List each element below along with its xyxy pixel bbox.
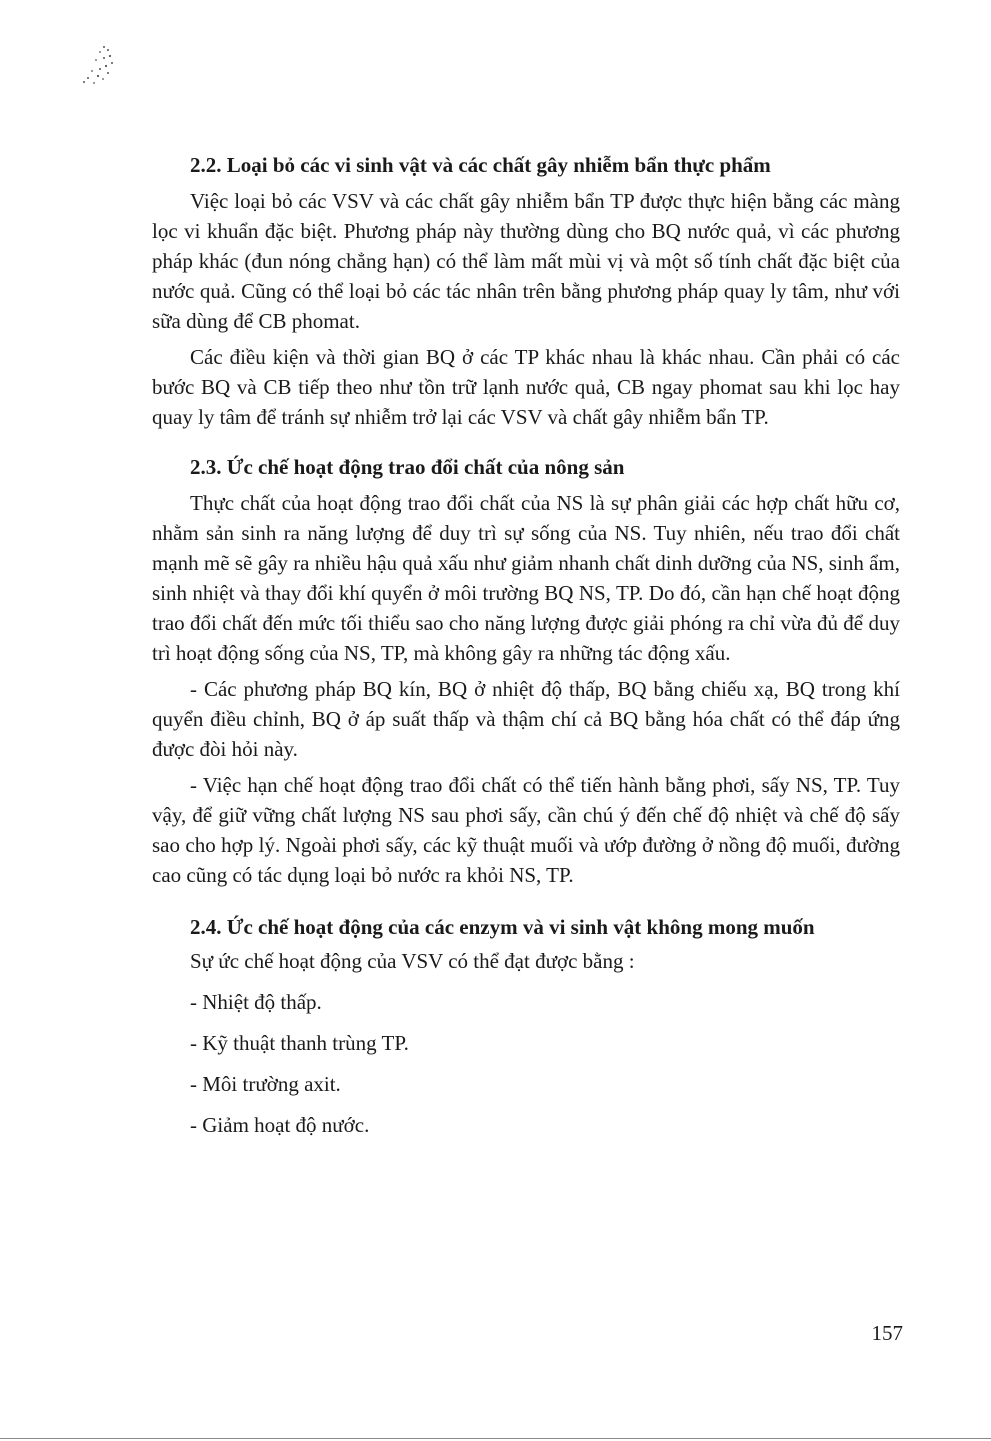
- page-number: 157: [871, 1321, 903, 1345]
- section-2-2-paragraph-2: Các điều kiện và thời gian BQ ở các TP khác nhau là khác nhau. Cần phải có các bước BQ và CB tiếp theo như tồn trữ lạnh nước quả, CB ngay phomat sau khi lọc hay quay ly tâm để tránh sự nhiễm trở lại các VSV và chất gây nhiễm bẩn TP.: [152, 345, 900, 429]
- section-2-3-paragraph-2: - Các phương pháp BQ kín, BQ ở nhiệt độ thấp, BQ bằng chiếu xạ, BQ trong khí quyển điều chỉnh, BQ ở áp suất thấp và thậm chí cả BQ bằng hóa chất có thể đáp ứng được đòi hỏi này.: [152, 677, 900, 761]
- section-2-3-paragraph-3: - Việc hạn chế hoạt động trao đổi chất có thể tiến hành bằng phơi, sấy NS, TP. Tuy vậy, để giữ vững chất lượng NS sau phơi sấy, cần chú ý đến chế độ nhiệt và chế độ sấy sao cho hợp lý. Ngoài phơi sấy, các kỹ thuật muối và ướp đường ở nồng độ muối, đường cao cũng có tác dụng loại bỏ nước ra khỏi NS, TP.: [152, 773, 900, 887]
- list-item: - Giảm hoạt độ nước.: [190, 1113, 370, 1137]
- page-content: [152, 150, 900, 1140]
- list-item: - Môi trường axit.: [190, 1072, 341, 1096]
- section-2-2-paragraph-1: Việc loại bỏ các VSV và các chất gây nhiễm bẩn TP được thực hiện bằng các màng lọc vi khuẩn đặc biệt. Phương pháp này thường dùng cho BQ nước quả, vì các phương pháp khác (đun nóng chẳng hạn) có thể làm mất mùi vị và một số tính chất đặc biệt của nước quả. Cũng có thể loại bỏ các tác nhân trên bằng phương pháp quay ly tâm, như với sữa dùng để CB phomat.: [152, 189, 900, 333]
- section-2-4-heading: 2.4. Ức chế hoạt động của các enzym và vi sinh vật không mong muốn: [190, 915, 815, 939]
- list-item: - Nhiệt độ thấp.: [190, 990, 322, 1014]
- section-2-3-paragraph-1: Thực chất của hoạt động trao đổi chất của NS là sự phân giải các hợp chất hữu cơ, nhằm sản sinh ra năng lượng để duy trì sự sống của NS. Tuy nhiên, nếu trao đổi chất mạnh mẽ sẽ gây ra nhiều hậu quả xấu như giảm nhanh chất dinh dưỡng của NS, sinh ẩm, sinh nhiệt và thay đổi khí quyển ở môi trường BQ NS, TP. Do đó, cần hạn chế hoạt động trao đổi chất đến mức tối thiểu sao cho năng lượng được giải phóng ra chỉ vừa đủ để duy trì hoạt động sống của NS, TP, mà không gây ra những tác động xấu.: [152, 491, 900, 665]
- section-2-4-intro: Sự ức chế hoạt động của VSV có thể đạt được bằng :: [190, 949, 635, 973]
- list-item: - Kỹ thuật thanh trùng TP.: [190, 1031, 409, 1055]
- section-2-2-heading: 2.2. Loại bỏ các vi sinh vật và các chất gây nhiễm bẩn thực phẩm: [190, 153, 771, 177]
- section-2-3-heading: 2.3. Ức chế hoạt động trao đổi chất của nông sản: [190, 455, 625, 479]
- library-stamp-mark: [74, 38, 124, 88]
- page-bottom-edge: [0, 1438, 991, 1439]
